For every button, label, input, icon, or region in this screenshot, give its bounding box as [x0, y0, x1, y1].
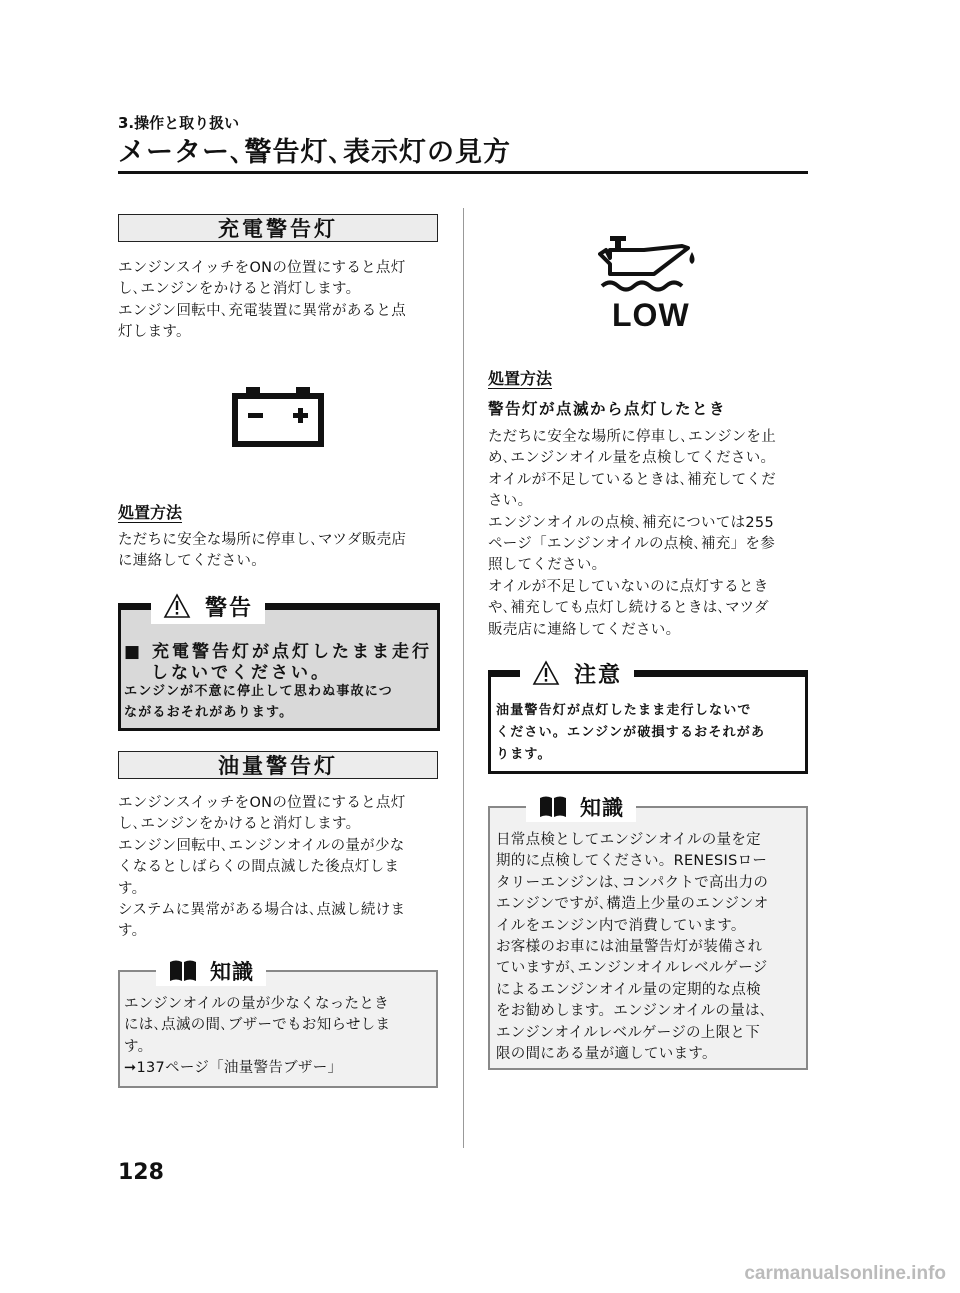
warning-triangle-icon	[163, 593, 191, 619]
oil-action-title: 処置方法	[488, 369, 553, 388]
info-label-right	[526, 792, 636, 822]
caution-triangle-icon	[532, 660, 560, 686]
page-title: メーター､警告灯､表示灯の見方	[118, 137, 511, 168]
info-label-right-text: 知識	[580, 796, 624, 820]
warning-label	[151, 588, 265, 624]
battery-icon	[232, 387, 324, 451]
oil-low-label: LOW	[612, 297, 690, 333]
book-icon	[538, 795, 568, 819]
warning-body: エンジンが不意に停止して思わぬ事故につ ながるおそれがあります。	[124, 684, 393, 720]
book-icon	[168, 959, 198, 983]
oil-action-subtitle: 警告灯が点滅から点灯したとき	[488, 400, 727, 418]
caution-label	[520, 655, 634, 691]
info-label-left	[156, 956, 266, 986]
warning-label-text: 警告	[205, 595, 254, 621]
charge-action-body: ただちに安全な場所に停車し､マツダ販売店 に連絡してください。	[118, 532, 407, 570]
watermark: carmanualsonline.info	[744, 1263, 946, 1284]
chapter-label: 3.操作と取り扱い	[118, 114, 240, 132]
oil-section-body: エンジンスイッチをONの位置にすると点灯 し､エンジンをかけると消灯します。 エンジン回転中､エンジンオイルの量が少な くなるとしばらくの間点滅した後点灯しま す。 システムに異常がある場合は､点滅し続けま す。	[118, 795, 406, 940]
charge-section-body: エンジンスイッチをONの位置にすると点灯 し､エンジンをかけると消灯します。 エンジン回転中､充電装置に異常があると点 灯します。	[118, 260, 407, 341]
charge-section-title: 充電警告灯	[118, 214, 438, 242]
info-right-body: 日常点検としてエンジンオイルの量を定 期的に点検してください。RENESISロー タリーエンジンは､コンパクトで高出力の エンジンですが､構造上少量のエンジンオ イルをエンジン内で消費しています。 お客様のお車には油量警告灯が装備され ていますが､エンジンオイルレベルゲージ によるエンジンオイル量の定期的な点検 をお勧めします。エンジンオイルの量は､ エンジンオイルレベルゲージの上限と下 限の間にある量が適しています。	[496, 832, 769, 1063]
page-number: 128	[118, 1160, 164, 1185]
charge-action-title: 処置方法	[118, 503, 183, 522]
info-label-left-text: 知識	[210, 960, 254, 984]
info-left-body: エンジンオイルの量が少なくなったとき には､点滅の間､ブザーでもお知らせしま す。 ➞137ページ「油量警告ブザー」	[124, 996, 391, 1077]
title-rule	[118, 171, 808, 174]
warning-heading-line1: ■ 充電警告灯が点灯したまま走行	[124, 642, 432, 662]
warning-heading-line2: しないでください。	[151, 663, 331, 683]
oil-section-title: 油量警告灯	[118, 751, 438, 779]
column-divider	[463, 208, 464, 1148]
oil-action-body: ただちに安全な場所に停車し､エンジンを止 め､エンジンオイル量を点検してください。 オイルが不足しているときは､補充してくだ さい。 エンジンオイルの点検､補充については255 ページ「エンジンオイルの点検､補充」を参 照してください。 オイルが不足していないのに点灯するとき や､補充しても点灯し続けるときは､マツダ 販売店に連絡してください。	[488, 429, 777, 638]
caution-body: 油量警告灯が点灯したまま走行しないで ください。エンジンが破損するおそれがあ ります。	[496, 703, 766, 762]
caution-label-text: 注意	[574, 662, 623, 688]
